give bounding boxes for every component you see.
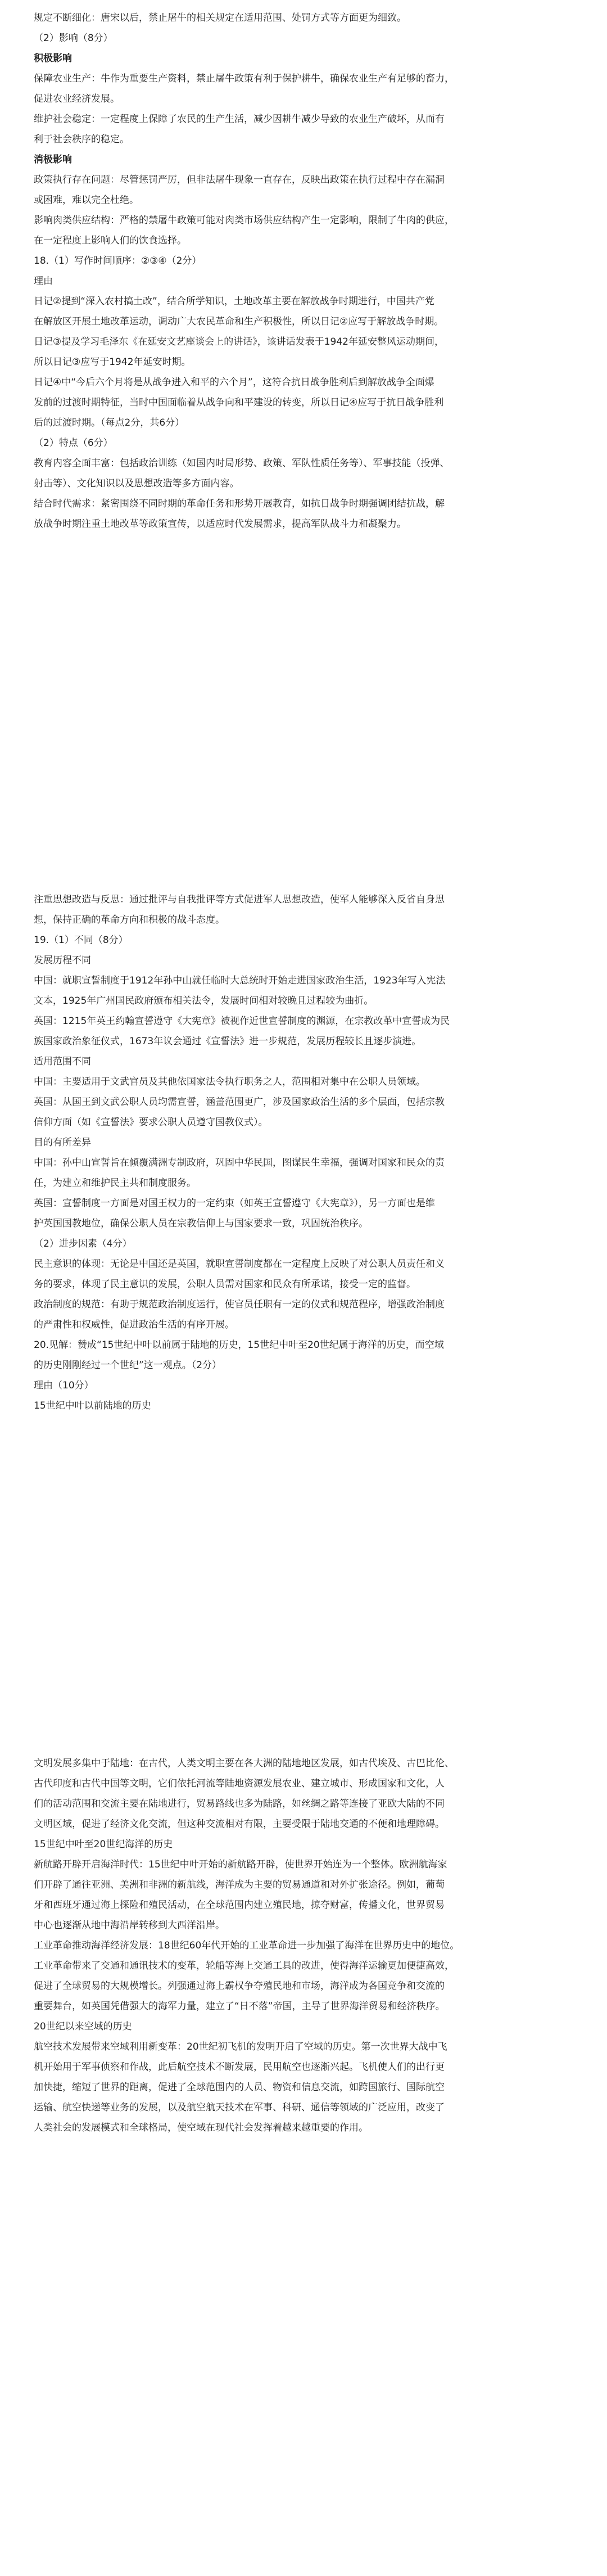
text-line: 任，为建立和维护民主共和制度服务。 — [34, 1178, 196, 1189]
text-line: 信仰方面（如《宣誓法》要求公职人员遵守国教仪式）。 — [34, 1117, 268, 1128]
text-line: 人类社会的发展模式和全球格局，使空域在现代社会发挥着越来越重要的作用。 — [34, 2122, 368, 2133]
text-line: 发展历程不同 — [34, 955, 91, 966]
text-line: 19.（1）不同（8分） — [34, 935, 128, 946]
text-line: 消极影响 — [34, 154, 72, 165]
text-line: 政策执行存在问题：尽管惩罚严厉，但非法屠牛现象一直存在，反映出政策在执行过程中存在漏洞 — [34, 174, 445, 186]
text-line: 工业革命推动海洋经济发展：18世纪60年代开始的工业革命进一步加强了海洋在世界历史中的地位。 — [34, 1940, 460, 1951]
text-line: 加快捷，缩短了世界的距离，促进了全球范围内的人员、物资和信息交流，如跨国旅行、国际航空 — [34, 2082, 445, 2093]
text-line: 英国：1215年英王约翰宣誓遵守《大宪章》被视作近世宣誓制度的渊源，在宗教改革中宣誓成为民 — [34, 1016, 450, 1027]
text-line: 族国家政治象征仪式，1673年议会通过《宣誓法》进一步规范，发展历程较长且逐步演进。 — [34, 1036, 422, 1047]
text-line: 机开始用于军事侦察和作战，此后航空技术不断发展，民用航空也逐渐兴起。飞机使人们的出行更 — [34, 2061, 445, 2073]
text-line: 务的要求，体现了民主意识的发展，公职人员需对国家和民众有所承诺，接受一定的监督。 — [34, 1279, 416, 1290]
text-line: 18.（1）写作时间顺序：②③④（2分） — [34, 255, 202, 267]
text-line: 促进了全球贸易的大规模增长。列强通过海上霸权争夺殖民地和市场，海洋成为各国竞争和交流的 — [34, 1981, 445, 1992]
text-line: 20世纪以来空域的历史 — [34, 2021, 132, 2032]
text-line: 古代印度和古代中国等文明，它们依托河流等陆地资源发展农业、建立城市、形成国家和文化，人 — [34, 1778, 445, 1789]
text-line: 文明发展多集中于陆地：在古代，人类文明主要在各大洲的陆地地区发展，如古代埃及、古巴比伦、 — [34, 1758, 454, 1769]
text-line: （2）进步因素（4分） — [34, 1238, 132, 1249]
text-line: 影响肉类供应结构：严格的禁屠牛政策可能对肉类市场供应结构产生一定影响，限制了牛肉的供应， — [34, 215, 454, 226]
text-line: 利于社会秩序的稳定。 — [34, 134, 129, 145]
text-line: （2）影响（8分） — [34, 33, 113, 44]
text-line: 的历史刚刚经过一个世纪”这一观点。（2分） — [34, 1360, 222, 1371]
text-line: 放战争时期注重土地改革等政策宣传，以适应时代发展需求，提高军队战斗力和凝聚力。 — [34, 518, 406, 530]
section-1 — [34, 8, 573, 534]
text-line: 航空技术发展带来空域利用新变革：20世纪初飞机的发明开启了空域的历史。第一次世界大战中飞 — [34, 2041, 447, 2052]
text-line: 的严肃性和权威性，促进政治生活的有序开展。 — [34, 1319, 234, 1330]
text-line: 规定不断细化：唐宋以后，禁止屠牛的相关规定在适用范围、处罚方式等方面更为细致。 — [34, 12, 406, 24]
text-line: 后的过渡时期。（每点2分，共6分） — [34, 417, 185, 428]
text-line: （2）特点（6分） — [34, 437, 113, 449]
text-line: 们的活动范围和交流主要在陆地进行，贸易路线也多为陆路，如丝绸之路等连接了亚欧大陆的不同 — [34, 1798, 445, 1810]
text-line: 在一定程度上影响人们的饮食选择。 — [34, 235, 187, 246]
text-line: 日记④中“今后六个月将是从战争进入和平的六个月”，这符合抗日战争胜利后到解放战争全面爆 — [34, 377, 434, 388]
text-line: 适用范围不同 — [34, 1056, 91, 1067]
text-line: 结合时代需求：紧密围绕不同时期的革命任务和形势开展教育，如抗日战争时期强调团结抗战，解 — [34, 498, 445, 509]
text-line: 理由（10分） — [34, 1380, 94, 1391]
text-line: 新航路开辟开启海洋时代：15世纪中叶开始的新航路开辟，使世界开始连为一个整体。欧洲航海家 — [34, 1859, 447, 1870]
text-line: 15世纪中叶至20世纪海洋的历史 — [34, 1839, 173, 1850]
text-line: 维护社会稳定：一定程度上保障了农民的生产生活，减少因耕牛减少导致的农业生产破坏，从而有 — [34, 114, 445, 125]
text-line: 文本，1925年广州国民政府颁布相关法令，发展时间相对较晚且过程较为曲折。 — [34, 995, 374, 1007]
text-line: 运输、航空快递等业务的发展，以及航空航天技术在军事、科研、通信等领域的广泛应用，改变了 — [34, 2102, 445, 2113]
text-line: 或困难，难以完全杜绝。 — [34, 195, 139, 206]
text-line: 文明区域，促进了经济文化交流，但这种交流相对有限，主要受限于陆地交通的不便和地理障碍。 — [34, 1819, 445, 1830]
text-line: 牙和西班牙通过海上探险和殖民活动，在全球范围内建立殖民地，掠夺财富，传播文化，世界贸易 — [34, 1900, 445, 1911]
text-line: 注重思想改造与反思：通过批评与自我批评等方式促进军人思想改造，使军人能够深入反省自身思 — [34, 894, 445, 905]
text-line: 日记③提及学习毛泽东《在延安文艺座谈会上的讲话》，该讲话发表于1942年延安整风运动期间， — [34, 336, 445, 348]
text-line: 中心也逐渐从地中海沿岸转移到大西洋沿岸。 — [34, 1920, 225, 1931]
text-line: 英国：从国王到文武公职人员均需宣誓，涵盖范围更广，涉及国家政治生活的多个层面，包括宗教 — [34, 1097, 445, 1108]
text-line: 英国：宣誓制度一方面是对国王权力的一定约束（如英王宣誓遵守《大宪章》），另一方面也是维 — [34, 1198, 435, 1209]
text-line: 工业革命带来了交通和通讯技术的变革，轮船等海上交通工具的改进，使得海洋运输更加便捷高效， — [34, 1960, 454, 1972]
text-line: 中国：主要适用于文武官员及其他依国家法令执行职务之人，范围相对集中在公职人员领域。 — [34, 1076, 425, 1088]
text-line: 中国：孙中山宣誓旨在倾覆满洲专制政府，巩固中华民国，图谋民生幸福，强调对国家和民众的责 — [34, 1157, 445, 1169]
text-line: 理由 — [34, 276, 53, 287]
text-line: 教育内容全面丰富：包括政治训练（如国内时局形势、政策、军队性质任务等）、军事技能（投弹、 — [34, 458, 450, 469]
text-line: 在解放区开展土地改革运动，调动广大农民革命和生产积极性，所以日记②应写于解放战争时期。 — [34, 316, 444, 327]
text-line: 护英国国教地位，确保公职人员在宗教信仰上与国家要求一致，巩固统治秩序。 — [34, 1218, 368, 1229]
text-line: 所以日记③应写于1942年延安时期。 — [34, 357, 191, 368]
text-line: 促进农业经济发展。 — [34, 93, 120, 105]
section-3 — [34, 1753, 573, 2138]
text-line: 中国：就职宣誓制度于1912年孙中山就任临时大总统时开始走进国家政治生活，1923年写入宪法 — [34, 975, 446, 986]
text-line: 想，保持正确的革命方向和积极的战斗态度。 — [34, 914, 225, 926]
text-line: 积极影响 — [34, 53, 72, 64]
text-line: 射击等）、文化知识以及思想改造等多方面内容。 — [34, 478, 239, 489]
text-line: 民主意识的体现：无论是中国还是英国，就职宣誓制度都在一定程度上反映了对公职人员责任和义 — [34, 1258, 445, 1270]
text-line: 重要舞台，如英国凭借强大的海军力量，建立了“日不落”帝国，主导了世界海洋贸易和经济秩序。 — [34, 2001, 445, 2012]
section-2 — [34, 890, 573, 1416]
text-line: 们开辟了通往亚洲、美洲和非洲的新航线，海洋成为主要的贸易通道和对外扩张途径。例如，葡萄 — [34, 1879, 445, 1891]
text-line: 保障农业生产：牛作为重要生产资料，禁止屠牛政策有利于保护耕牛，确保农业生产有足够的畜力， — [34, 73, 454, 84]
text-line: 日记②提到“深入农村搞土改”，结合所学知识，土地改革主要在解放战争时期进行，中国共产党 — [34, 296, 434, 307]
text-line: 政治制度的规范：有助于规范政治制度运行，使官员任职有一定的仪式和规范程序，增强政治制度 — [34, 1299, 445, 1310]
text-line: 15世纪中叶以前陆地的历史 — [34, 1400, 151, 1411]
text-line: 发前的过渡时期特征，当时中国面临着从战争向和平建设的转变，所以日记④应写于抗日战争胜利 — [34, 397, 444, 408]
text-line: 20.见解：赞成“15世纪中叶以前属于陆地的历史，15世纪中叶至20世纪属于海洋的历史，而空域 — [34, 1339, 444, 1351]
text-line: 目的有所差异 — [34, 1137, 91, 1148]
